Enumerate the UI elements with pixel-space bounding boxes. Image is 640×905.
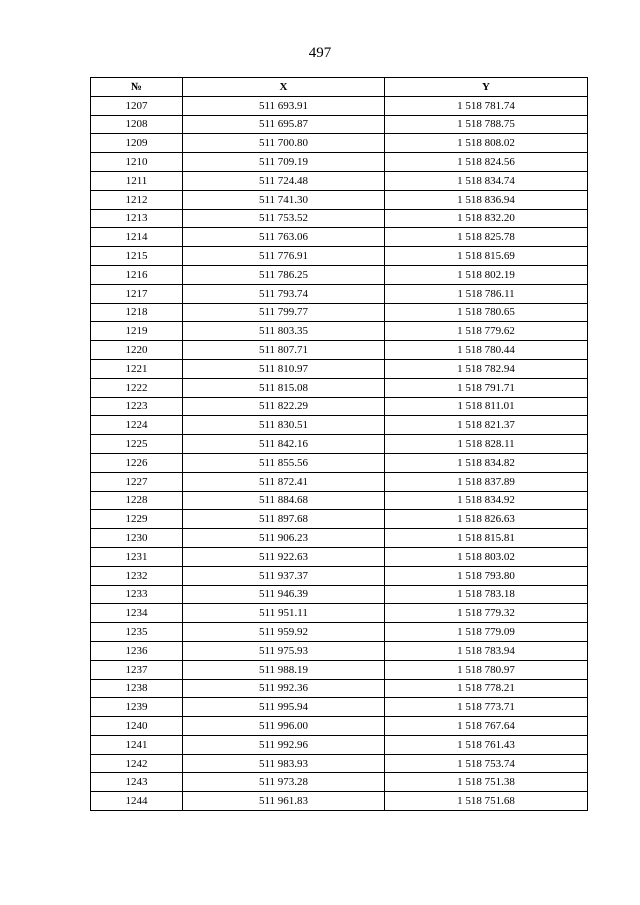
cell-x: 511 973.28: [183, 773, 385, 792]
cell-number: 1233: [91, 585, 183, 604]
cell-x: 511 763.06: [183, 228, 385, 247]
cell-number: 1239: [91, 698, 183, 717]
table-row: [91, 773, 588, 792]
cell-y: 1 518 779.32: [385, 604, 588, 623]
page-number: 497: [308, 45, 332, 61]
table-row: [91, 679, 588, 698]
table-row: [91, 604, 588, 623]
header-number: №: [91, 78, 183, 97]
cell-y: 1 518 791.71: [385, 378, 588, 397]
header-x: X: [183, 78, 385, 97]
cell-number: 1220: [91, 341, 183, 360]
cell-y: 1 518 821.37: [385, 416, 588, 435]
cell-number: 1225: [91, 435, 183, 454]
cell-y: 1 518 802.19: [385, 265, 588, 284]
table-row: [91, 228, 588, 247]
cell-number: 1236: [91, 641, 183, 660]
cell-x: 511 937.37: [183, 566, 385, 585]
table-row: [91, 134, 588, 153]
cell-y: 1 518 824.56: [385, 153, 588, 172]
cell-y: 1 518 778.21: [385, 679, 588, 698]
cell-number: 1214: [91, 228, 183, 247]
cell-y: 1 518 837.89: [385, 472, 588, 491]
table-row: [91, 754, 588, 773]
cell-number: 1232: [91, 566, 183, 585]
table-row: [91, 660, 588, 679]
cell-y: 1 518 780.44: [385, 341, 588, 360]
table-row: [91, 585, 588, 604]
table-row: [91, 190, 588, 209]
cell-number: 1209: [91, 134, 183, 153]
table-row: [91, 359, 588, 378]
cell-y: 1 518 779.09: [385, 623, 588, 642]
cell-number: 1218: [91, 303, 183, 322]
table-body: [91, 96, 588, 810]
cell-number: 1219: [91, 322, 183, 341]
cell-x: 511 807.71: [183, 341, 385, 360]
table-row: [91, 735, 588, 754]
cell-x: 511 897.68: [183, 510, 385, 529]
cell-number: 1227: [91, 472, 183, 491]
cell-y: 1 518 753.74: [385, 754, 588, 773]
table-row: [91, 265, 588, 284]
cell-number: 1241: [91, 735, 183, 754]
cell-x: 511 983.93: [183, 754, 385, 773]
header-y: Y: [385, 78, 588, 97]
cell-number: 1235: [91, 623, 183, 642]
cell-y: 1 518 836.94: [385, 190, 588, 209]
cell-x: 511 959.92: [183, 623, 385, 642]
table-row: [91, 698, 588, 717]
table-row: [91, 510, 588, 529]
cell-number: 1242: [91, 754, 183, 773]
cell-y: 1 518 834.92: [385, 491, 588, 510]
table-row: [91, 623, 588, 642]
cell-number: 1224: [91, 416, 183, 435]
cell-x: 511 992.96: [183, 735, 385, 754]
table-row: [91, 171, 588, 190]
cell-number: 1228: [91, 491, 183, 510]
cell-x: 511 799.77: [183, 303, 385, 322]
cell-x: 511 753.52: [183, 209, 385, 228]
table-row: [91, 416, 588, 435]
cell-number: 1217: [91, 284, 183, 303]
cell-y: 1 518 832.20: [385, 209, 588, 228]
cell-x: 511 700.80: [183, 134, 385, 153]
cell-x: 511 884.68: [183, 491, 385, 510]
cell-x: 511 822.29: [183, 397, 385, 416]
table-row: [91, 435, 588, 454]
cell-y: 1 518 808.02: [385, 134, 588, 153]
cell-x: 511 776.91: [183, 247, 385, 266]
table-row: [91, 96, 588, 115]
cell-y: 1 518 779.62: [385, 322, 588, 341]
cell-y: 1 518 826.63: [385, 510, 588, 529]
cell-y: 1 518 761.43: [385, 735, 588, 754]
cell-x: 511 786.25: [183, 265, 385, 284]
cell-number: 1238: [91, 679, 183, 698]
table-header: [91, 78, 588, 97]
cell-x: 511 793.74: [183, 284, 385, 303]
table-row: [91, 115, 588, 134]
cell-number: 1240: [91, 717, 183, 736]
header-row: [91, 78, 588, 97]
table-row: [91, 472, 588, 491]
table-row: [91, 303, 588, 322]
table-row: [91, 209, 588, 228]
cell-number: 1213: [91, 209, 183, 228]
cell-number: 1237: [91, 660, 183, 679]
cell-x: 511 922.63: [183, 547, 385, 566]
cell-y: 1 518 793.80: [385, 566, 588, 585]
table-row: [91, 529, 588, 548]
table-row: [91, 566, 588, 585]
cell-x: 511 709.19: [183, 153, 385, 172]
table-row: [91, 792, 588, 811]
cell-y: 1 518 828.11: [385, 435, 588, 454]
cell-y: 1 518 783.94: [385, 641, 588, 660]
table-row: [91, 547, 588, 566]
cell-x: 511 996.00: [183, 717, 385, 736]
cell-number: 1207: [91, 96, 183, 115]
cell-y: 1 518 783.18: [385, 585, 588, 604]
cell-number: 1229: [91, 510, 183, 529]
cell-number: 1222: [91, 378, 183, 397]
cell-y: 1 518 780.65: [385, 303, 588, 322]
table-row: [91, 378, 588, 397]
table-row: [91, 641, 588, 660]
cell-x: 511 815.08: [183, 378, 385, 397]
table-row: [91, 491, 588, 510]
cell-x: 511 842.16: [183, 435, 385, 454]
table-row: [91, 453, 588, 472]
cell-x: 511 810.97: [183, 359, 385, 378]
cell-x: 511 995.94: [183, 698, 385, 717]
cell-y: 1 518 825.78: [385, 228, 588, 247]
cell-x: 511 830.51: [183, 416, 385, 435]
table-row: [91, 247, 588, 266]
cell-y: 1 518 834.74: [385, 171, 588, 190]
cell-number: 1243: [91, 773, 183, 792]
cell-number: 1216: [91, 265, 183, 284]
cell-y: 1 518 815.81: [385, 529, 588, 548]
cell-number: 1244: [91, 792, 183, 811]
cell-y: 1 518 773.71: [385, 698, 588, 717]
cell-x: 511 992.36: [183, 679, 385, 698]
cell-number: 1211: [91, 171, 183, 190]
cell-x: 511 961.83: [183, 792, 385, 811]
table-row: [91, 153, 588, 172]
cell-x: 511 693.91: [183, 96, 385, 115]
cell-x: 511 975.93: [183, 641, 385, 660]
cell-x: 511 803.35: [183, 322, 385, 341]
cell-x: 511 872.41: [183, 472, 385, 491]
cell-y: 1 518 751.38: [385, 773, 588, 792]
cell-y: 1 518 780.97: [385, 660, 588, 679]
table-row: [91, 397, 588, 416]
cell-y: 1 518 803.02: [385, 547, 588, 566]
cell-number: 1210: [91, 153, 183, 172]
cell-x: 511 695.87: [183, 115, 385, 134]
cell-number: 1215: [91, 247, 183, 266]
cell-number: 1223: [91, 397, 183, 416]
table-row: [91, 284, 588, 303]
cell-number: 1212: [91, 190, 183, 209]
cell-number: 1226: [91, 453, 183, 472]
cell-y: 1 518 751.68: [385, 792, 588, 811]
cell-number: 1208: [91, 115, 183, 134]
cell-y: 1 518 788.75: [385, 115, 588, 134]
cell-y: 1 518 834.82: [385, 453, 588, 472]
cell-y: 1 518 782.94: [385, 359, 588, 378]
cell-y: 1 518 786.11: [385, 284, 588, 303]
cell-number: 1234: [91, 604, 183, 623]
cell-x: 511 906.23: [183, 529, 385, 548]
cell-y: 1 518 815.69: [385, 247, 588, 266]
cell-x: 511 741.30: [183, 190, 385, 209]
cell-x: 511 855.56: [183, 453, 385, 472]
cell-number: 1221: [91, 359, 183, 378]
table-row: [91, 322, 588, 341]
table-row: [91, 717, 588, 736]
cell-y: 1 518 767.64: [385, 717, 588, 736]
coordinates-table: [90, 77, 588, 811]
cell-x: 511 951.11: [183, 604, 385, 623]
table-row: [91, 341, 588, 360]
cell-y: 1 518 781.74: [385, 96, 588, 115]
cell-number: 1231: [91, 547, 183, 566]
cell-number: 1230: [91, 529, 183, 548]
cell-x: 511 724.48: [183, 171, 385, 190]
cell-y: 1 518 811.01: [385, 397, 588, 416]
cell-x: 511 946.39: [183, 585, 385, 604]
cell-x: 511 988.19: [183, 660, 385, 679]
